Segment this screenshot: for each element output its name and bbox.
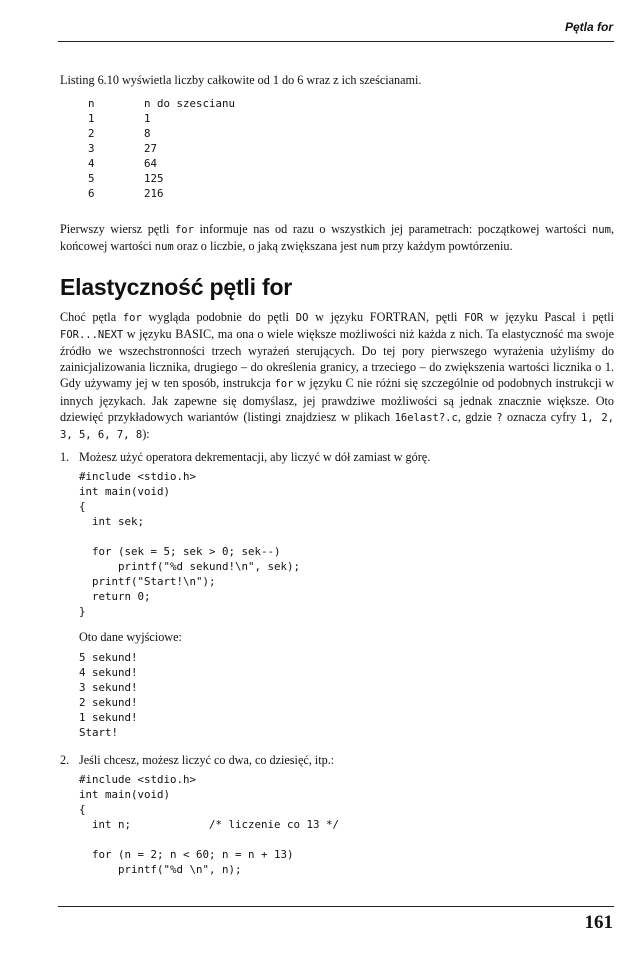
inline-code: num bbox=[591, 224, 611, 237]
program-output: 5 sekund! 4 sekund! 3 sekund! 2 sekund! 1 sekund! Start! bbox=[79, 650, 138, 739]
inline-code: for bbox=[174, 224, 194, 237]
item-text: Jeśli chcesz, możesz liczyć co dwa, co dziesięć, itp.: bbox=[79, 752, 335, 767]
inline-code: num bbox=[360, 241, 380, 254]
table-cell: 1 bbox=[88, 112, 95, 126]
text-run: wygląda podobnie do pętli bbox=[141, 309, 296, 324]
page-number: 161 bbox=[584, 912, 613, 933]
footer-rule bbox=[58, 906, 614, 907]
inline-code: FOR bbox=[464, 311, 484, 324]
table-cell: 125 bbox=[144, 172, 164, 186]
table-row bbox=[88, 111, 614, 126]
text-run: Pierwszy wiersz pętli bbox=[60, 222, 175, 237]
item-text: Możesz użyć operatora dekrementacji, aby liczyć w dół zamiast w górę. bbox=[79, 450, 431, 465]
table-header-cell: n do szescianu bbox=[144, 97, 236, 111]
intro-paragraph: Listing 6.10 wyświetla liczby całkowite od 1 do 6 wraz z ich sześcianami. bbox=[60, 73, 422, 87]
table-cell: 64 bbox=[144, 157, 158, 171]
table-row bbox=[88, 186, 614, 201]
inline-code: for bbox=[274, 378, 294, 391]
table-row bbox=[88, 141, 614, 156]
table-row bbox=[88, 171, 614, 186]
code-listing: #include <stdio.h> int main(void) { int n; /* liczenie co 13 */ for (n = 2; n < 60; n = n + 13) printf("%d \n", n); bbox=[79, 772, 340, 876]
text-run: , gdzie bbox=[457, 409, 497, 424]
table-cell: 6 bbox=[88, 187, 95, 201]
table-row bbox=[88, 156, 614, 171]
text-run: przy każdym powtórzeniu. bbox=[379, 239, 513, 254]
item-number: 2. bbox=[60, 752, 70, 767]
text-run: oznacza cyfry bbox=[502, 409, 581, 424]
section-title: Elastyczność pętli for bbox=[60, 273, 293, 300]
inline-code: 16elast?.c bbox=[394, 411, 458, 424]
running-head: Pętla for bbox=[564, 20, 613, 34]
output-label: Oto dane wyjściowe: bbox=[79, 630, 182, 645]
table-cell: 3 bbox=[88, 142, 95, 156]
text-run: w języku FORTRAN, pętli bbox=[308, 309, 465, 324]
text-run: w języku C nie różni się szczególnie od podobnych instrukcji w innych językach. Jak zapewne się domyślasz, jej prawdziwe możliwości są jednak znacznie większe. Oto dziewięć przykładowych wariantów (listingi znajdziesz w plikach bbox=[60, 376, 614, 424]
code-listing: #include <stdio.h> int main(void) { int sek; for (sek = 5; sek > 0; sek--) printf("%d sekund!\n", sek); printf("Start!\n"); return 0; } bbox=[79, 470, 301, 619]
text-run: w języku Pascal i pętli bbox=[483, 309, 614, 324]
text-run: informuje nas od razu o wszystkich jej parametrach: początkowej wartości bbox=[193, 222, 592, 237]
table-cell: 4 bbox=[88, 157, 95, 171]
text-run: oraz o liczbie, o jaką zwiększana jest bbox=[173, 239, 361, 254]
inline-code: ? bbox=[496, 411, 503, 424]
table-cell: 5 bbox=[88, 172, 95, 186]
table-cell: 1 bbox=[144, 112, 151, 126]
inline-code: 1, 2, 3, 5, 6, 7, 8 bbox=[60, 411, 614, 442]
text-run: , końcowej wartości bbox=[60, 222, 614, 254]
text-run: w języku BASIC, ma ona o wiele większe możliwości niż każda z nich. Ta elastyczność ma swoje źródło we wszechstronności trzech wyrażeń sterujących. Do tej pory pierwszego wyrażenia użyliśmy do zainicjalizowania licznika, drugiego – do określenia granicy, a trzeciego – do zwiększenia wartości licznika o 1. Gdy używamy jej w ten sposób, instrukcja bbox=[60, 326, 614, 391]
list-item bbox=[60, 449, 614, 739]
item-number: 1. bbox=[60, 450, 70, 465]
inline-code: num bbox=[154, 241, 174, 254]
variants-list bbox=[60, 449, 614, 877]
table-cell: 216 bbox=[144, 187, 164, 201]
text-run: ): bbox=[142, 427, 150, 442]
page-content bbox=[60, 72, 614, 889]
table-row bbox=[88, 126, 614, 141]
table-header-cell: n bbox=[88, 97, 95, 111]
table-header-row bbox=[88, 96, 614, 111]
table-cell: 27 bbox=[144, 142, 158, 156]
inline-code: FOR...NEXT bbox=[60, 328, 124, 341]
header-rule bbox=[58, 41, 614, 42]
explanation-paragraph bbox=[60, 221, 614, 255]
table-cell: 2 bbox=[88, 127, 95, 141]
text-run: Choć pętla bbox=[60, 309, 123, 324]
inline-code: DO bbox=[295, 311, 309, 324]
cube-table bbox=[88, 96, 614, 201]
list-item bbox=[60, 752, 614, 877]
body-paragraph bbox=[60, 309, 614, 444]
table-cell: 8 bbox=[144, 127, 151, 141]
inline-code: for bbox=[122, 311, 142, 324]
